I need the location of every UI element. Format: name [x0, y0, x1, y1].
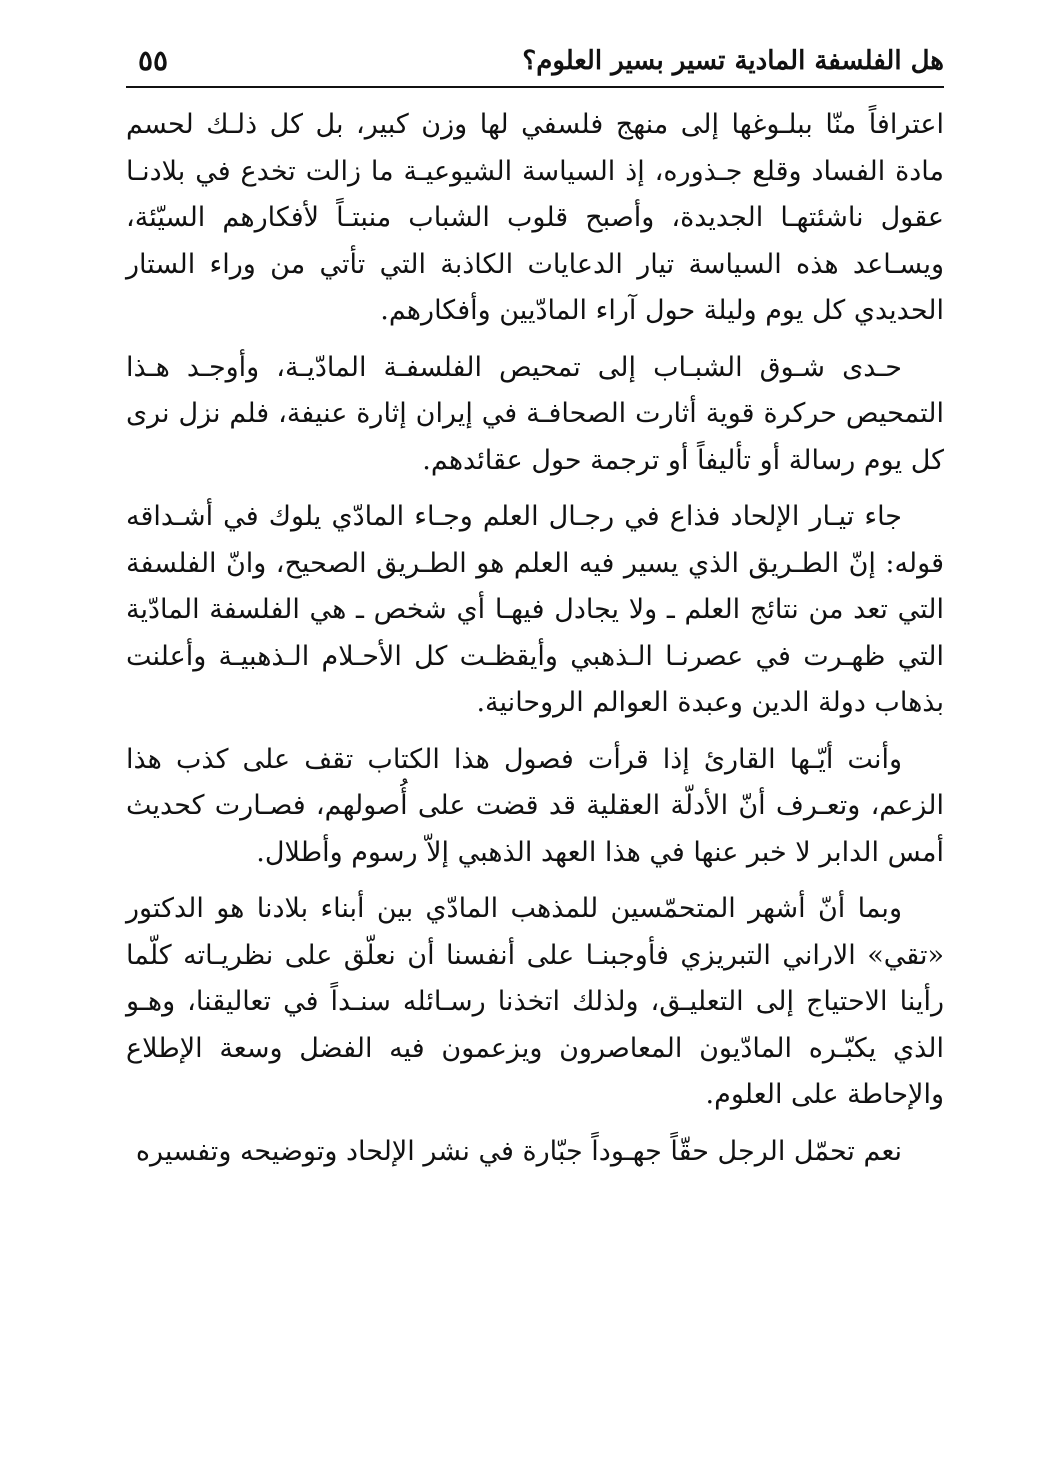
paragraph-1: اعترافاً منّا ببلـوغها إلى منهج فلسفي لها وزن كبير، بل كل ذلـك لحسم مادة الفساد وقلع جـذوره، إذ السياسة الشيوعيـة ما زالت تخدع في بلادنـا عقول ناشئتهـا الجديدة، وأصبح قلوب الشباب منبتـاً لأفكارهم السيّئة، ويسـاعد هذه السياسة تيار الدعايات الكاذبة التي تأتي من وراء الستار الحديدي كل يوم وليلة حول آراء المادّيين وأفكارهم. — [126, 109, 944, 326]
paragraph-4: وأنت أيّـها القارئ إذا قرأت فصول هذا الكتاب تقف على كذب هذا الزعم، وتعـرف أنّ الأدلّة العقلية قد قضت على أُصولهم، فصـارت كحديث أمس الدابر لا خبر عنها في هذا العهد الذهبي إلاّ رسوم وأطلال. — [126, 743, 944, 868]
paragraph-2: حـدى شـوق الشبـاب إلى تمحيص الفلسفـة المادّيـة، وأوجـد هـذا التمحيص حركرة قوية أثارت الصحافـة في إيران إثارة عنيفة، فلم نزل نرى كل يوم رسالة أو تأليفاً أو ترجمة حول عقائدهم. — [126, 351, 944, 476]
running-title: هل الفلسفة المادية تسير بسير العلوم؟ — [522, 46, 944, 76]
paragraph-3: جاء تيـار الإلحاد فذاع في رجـال العلم وجـاء المادّي يلوك في أشـداقه قوله: إنّ الطـريق الذي يسير فيه العلم هو الطـريق الصحيح، وانّ الفلسفة التي تعد من نتائج العلم ـ ولا يجادل فيهـا أي شخص ـ هي الفلسفة المادّية التي ظهـرت في عصرنـا الـذهبي وأيقظـت كل الأحـلام الـذهبيـة وأعلنت بذهاب دولة الدين وعبدة العوالم الروحانية. — [126, 501, 944, 718]
body-text — [126, 102, 944, 1175]
page-number: ٥٥ — [138, 44, 169, 77]
paragraph-6: نعم تحمّل الرجل حقّاً جهـوداً جبّارة في نشر الإلحاد وتوضيحه وتفسيره — [135, 1135, 902, 1167]
page-header — [126, 42, 944, 88]
book-page — [126, 42, 944, 1185]
paragraph-5: وبما أنّ أشهر المتحمّسين للمذهب المادّي بين أبناء بلادنا هو الدكتور «تقي» الاراني التبريزي فأوجبنـا على أنفسنا أن نعلّق على نظريـاته كلّما رأينا الاحتياج إلى التعليـق، ولذلك اتخذنا رسـائله سنـداً في تعاليقنا، وهـو الذي يكبّـره المادّيون المعاصرون ويزعمون فيه الفضل وسعة الإطلاع والإحاطة على العلوم. — [126, 893, 944, 1110]
